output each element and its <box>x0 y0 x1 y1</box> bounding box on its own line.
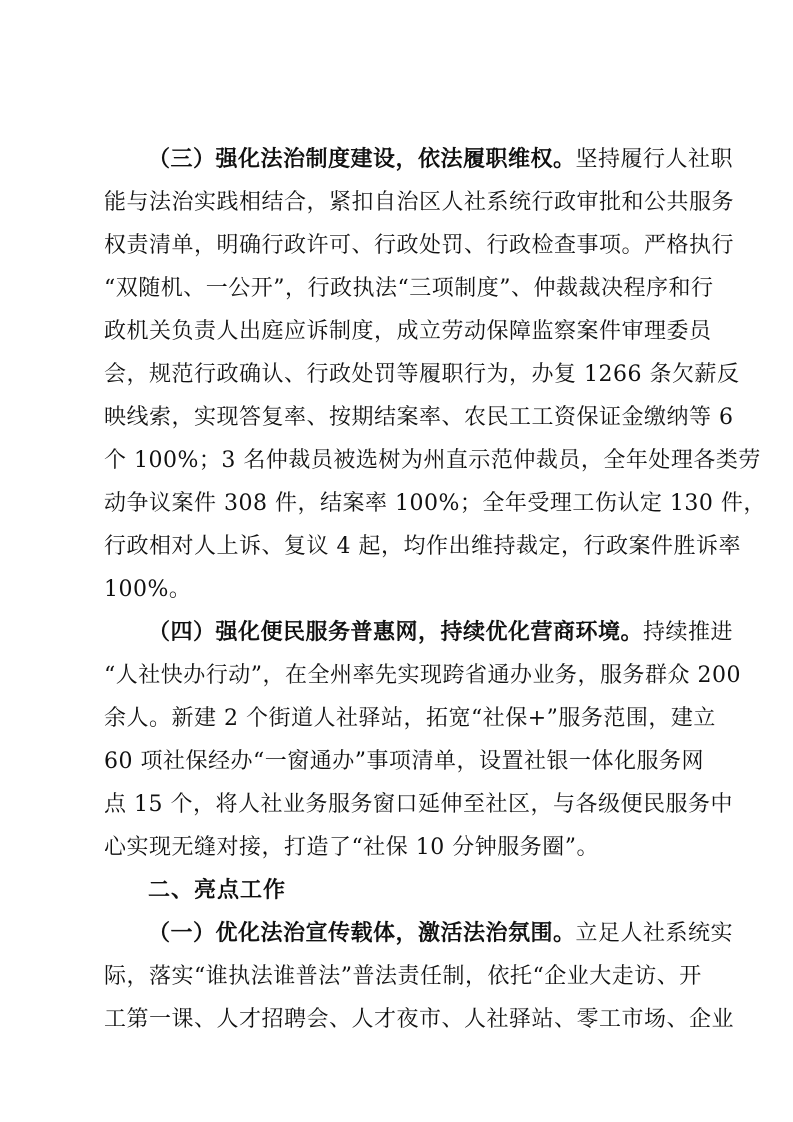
paragraph-3-line-7: 映线索，实现答复率、按期结案率、农民工工资保证金缴纳等 6 <box>104 405 734 430</box>
paragraph-5-lead: （一）优化法治宣传载体，激活法治氛围。 <box>148 921 576 946</box>
paragraph-4-line-5: 点 15 个，将人社业务服务窗口延伸至社区，与各级便民服务中 <box>104 792 733 817</box>
paragraph-5-line-2: 际，落实“谁执法谁普法”普法责任制，依托“企业大走访、开 <box>104 964 702 989</box>
paragraph-4-lead: （四）强化便民服务普惠网，持续优化营商环境。 <box>148 620 644 645</box>
paragraph-3-line-6: 会，规范行政确认、行政处罚等履职行为，办复 1266 条欠薪反 <box>104 362 740 387</box>
paragraph-4-line-2: “人社快办行动”，在全州率先实现跨省通办业务，服务群众 200 <box>104 663 741 688</box>
paragraph-3-line-2: 能与法治实践相结合，紧扣自治区人社系统行政审批和公共服务 <box>104 190 735 215</box>
paragraph-5-line-1-rest: 立足人社系统实 <box>575 921 734 946</box>
paragraph-3-line-4: “双随机、一公开”，行政执法“三项制度”、仲裁裁决程序和行 <box>104 276 714 301</box>
paragraph-3-line-9: 动争议案件 308 件，结案率 100%；全年受理工伤认定 130 件， <box>104 491 766 516</box>
paragraph-3-line-1 <box>148 141 734 179</box>
paragraph-4-line-1 <box>148 614 734 652</box>
paragraph-3-line-3: 权责清单，明确行政许可、行政处罚、行政检查事项。严格执行 <box>104 233 735 258</box>
paragraph-3-lead: （三）强化法治制度建设，依法履职维权。 <box>148 147 576 172</box>
paragraph-3-line-1-rest: 坚持履行人社职 <box>575 147 734 172</box>
paragraph-3-line-10: 行政相对人上诉、复议 4 起，均作出维持裁定，行政案件胜诉率 <box>104 534 741 559</box>
paragraph-3-line-5: 政机关负责人出庭应诉制度，成立劳动保障监察案件审理委员 <box>104 319 712 344</box>
paragraph-4-line-4: 60 项社保经办“一窗通办”事项清单，设置社银一体化服务网 <box>104 749 704 774</box>
paragraph-4-line-6: 心实现无缝对接，打造了“社保 10 分钟服务圈”。 <box>104 835 599 860</box>
paragraph-4-line-1-rest: 持续推进 <box>643 620 734 645</box>
section-heading: 二、亮点工作 <box>148 878 287 903</box>
paragraph-3-line-8: 个 100%；3 名仲裁员被选树为州直示范仲裁员，全年处理各类劳 <box>104 448 761 473</box>
paragraph-4-line-3: 余人。新建 2 个街道人社驿站，拓宽“社保+”服务范围，建立 <box>104 706 716 731</box>
paragraph-5-line-1 <box>148 915 734 953</box>
paragraph-5-line-3: 工第一课、人才招聘会、人才夜市、人社驿站、零工市场、企业 <box>104 1007 735 1032</box>
paragraph-3-line-11: 100%。 <box>104 577 192 602</box>
